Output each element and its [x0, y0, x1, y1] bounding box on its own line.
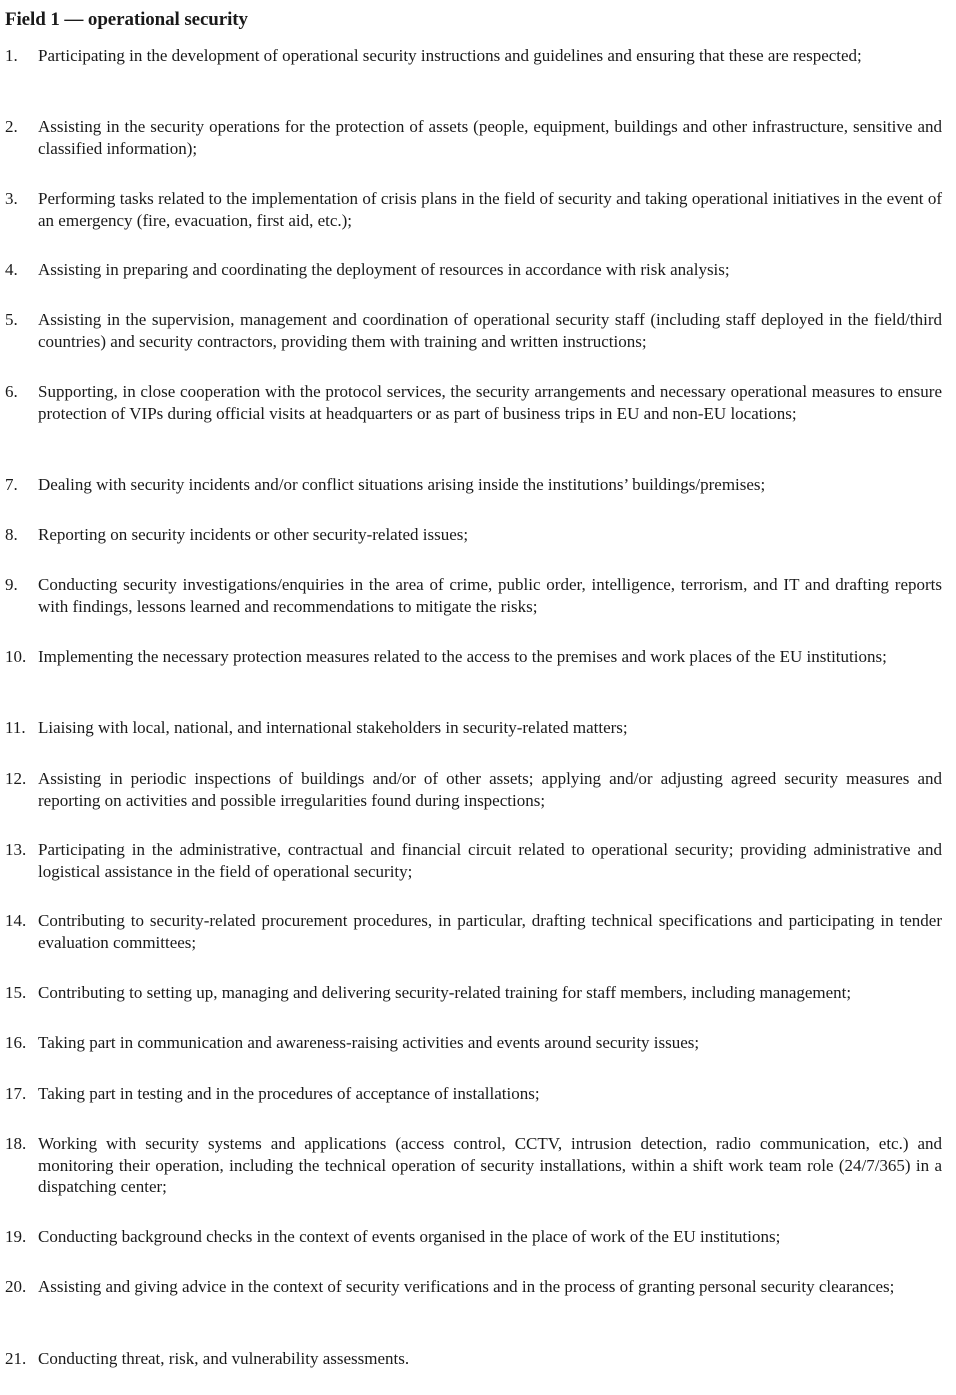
list-item: [5, 116, 942, 159]
list-item: [5, 574, 942, 617]
item-text: Dealing with security incidents and/or conflict situations arising inside the institutions’ buildings/premises;: [38, 475, 766, 494]
item-number: 14.: [5, 911, 27, 930]
list-item: [5, 1083, 942, 1105]
item-text: Participating in the administrative, contractual and financial circuit related to operational security; providing administrative and logistical assistance in the field of operational security;: [38, 840, 942, 881]
item-number: 13.: [5, 840, 27, 859]
item-text: Assisting in preparing and coordinating the deployment of resources in accordance with risk analysis;: [38, 260, 730, 279]
item-text: Liaising with local, national, and international stakeholders in security-related matters;: [38, 718, 628, 737]
list-item: [5, 474, 942, 496]
item-number: 5.: [5, 310, 18, 329]
item-number: 17.: [5, 1084, 27, 1103]
list-item: [5, 45, 942, 67]
item-number: 8.: [5, 525, 18, 544]
item-text: Assisting in periodic inspections of buildings and/or of other assets; applying and/or adjusting agreed security measures and reporting on activities and possible irregularities found during inspections;: [38, 769, 942, 810]
item-text: Working with security systems and applications (access control, CCTV, intrusion detection, radio communication, etc.) and monitoring their operation, including the technical operation of security installations, within a shift work team role (24/7/365) in a dispatching center;: [38, 1134, 942, 1196]
list-item: [5, 717, 942, 739]
list-item: [5, 982, 942, 1004]
item-text: Implementing the necessary protection measures related to the access to the premises and work places of the EU institutions;: [38, 647, 887, 666]
item-number: 12.: [5, 769, 27, 788]
list-item: [5, 524, 942, 546]
list-item: [5, 1133, 942, 1198]
item-number: 7.: [5, 475, 18, 494]
list-item: [5, 1276, 942, 1298]
item-number: 10.: [5, 647, 27, 666]
item-number: 6.: [5, 382, 18, 401]
list-item: [5, 839, 942, 882]
list-item: [5, 381, 942, 424]
item-text: Conducting background checks in the context of events organised in the place of work of the EU institutions;: [38, 1227, 781, 1246]
item-number: 9.: [5, 575, 18, 594]
item-text: Supporting, in close cooperation with the protocol services, the security arrangements and necessary operational measures to ensure protection of VIPs during official visits at headquarters or as part of business trips in EU and non-EU locations;: [38, 382, 942, 423]
item-text: Assisting and giving advice in the context of security verifications and in the process of granting personal security clearances;: [38, 1277, 895, 1296]
item-number: 20.: [5, 1277, 27, 1296]
item-text: Taking part in communication and awareness-raising activities and events around security issues;: [38, 1033, 700, 1052]
item-number: 15.: [5, 983, 27, 1002]
item-text: Assisting in the supervision, management and coordination of operational security staff (including staff deployed in the field/third countries) and security contractors, providing them with training and written instructions;: [38, 310, 942, 351]
list-item: [5, 1226, 942, 1248]
item-text: Conducting threat, risk, and vulnerability assessments.: [38, 1349, 410, 1368]
item-text: Participating in the development of operational security instructions and guidelines and ensuring that these are respected;: [38, 46, 862, 65]
item-text: Performing tasks related to the implementation of crisis plans in the field of security and taking operational initiatives in the event of an emergency (fire, evacuation, first aid, etc.);: [38, 189, 942, 230]
item-text: Contributing to security-related procurement procedures, in particular, drafting technical specifications and participating in tender evaluation committees;: [38, 911, 942, 952]
section-heading: Field 1 — operational security: [5, 9, 248, 30]
list-item: [5, 188, 942, 231]
item-number: 3.: [5, 189, 18, 208]
item-text: Reporting on security incidents or other security-related issues;: [38, 525, 469, 544]
item-number: 4.: [5, 260, 18, 279]
item-number: 21.: [5, 1349, 27, 1368]
item-text: Assisting in the security operations for the protection of assets (people, equipment, buildings and other infrastructure, sensitive and classified information);: [38, 117, 942, 158]
list-item: [5, 768, 942, 811]
list-item: [5, 910, 942, 953]
list-item: [5, 309, 942, 352]
list-item: [5, 1032, 942, 1054]
item-number: 18.: [5, 1134, 27, 1153]
item-number: 11.: [5, 718, 26, 737]
item-number: 19.: [5, 1227, 27, 1246]
item-text: Conducting security investigations/enquiries in the area of crime, public order, intelligence, terrorism, and IT and drafting reports with findings, lessons learned and recommendations to mitigate the risks;: [38, 575, 942, 616]
list-item: [5, 1348, 942, 1370]
item-number: 2.: [5, 117, 18, 136]
item-text: Contributing to setting up, managing and delivering security-related training for staff members, including management;: [38, 983, 852, 1002]
item-number: 1.: [5, 46, 18, 65]
list-item: [5, 646, 942, 668]
item-text: Taking part in testing and in the procedures of acceptance of installations;: [38, 1084, 540, 1103]
list-item: [5, 259, 942, 281]
item-number: 16.: [5, 1033, 27, 1052]
